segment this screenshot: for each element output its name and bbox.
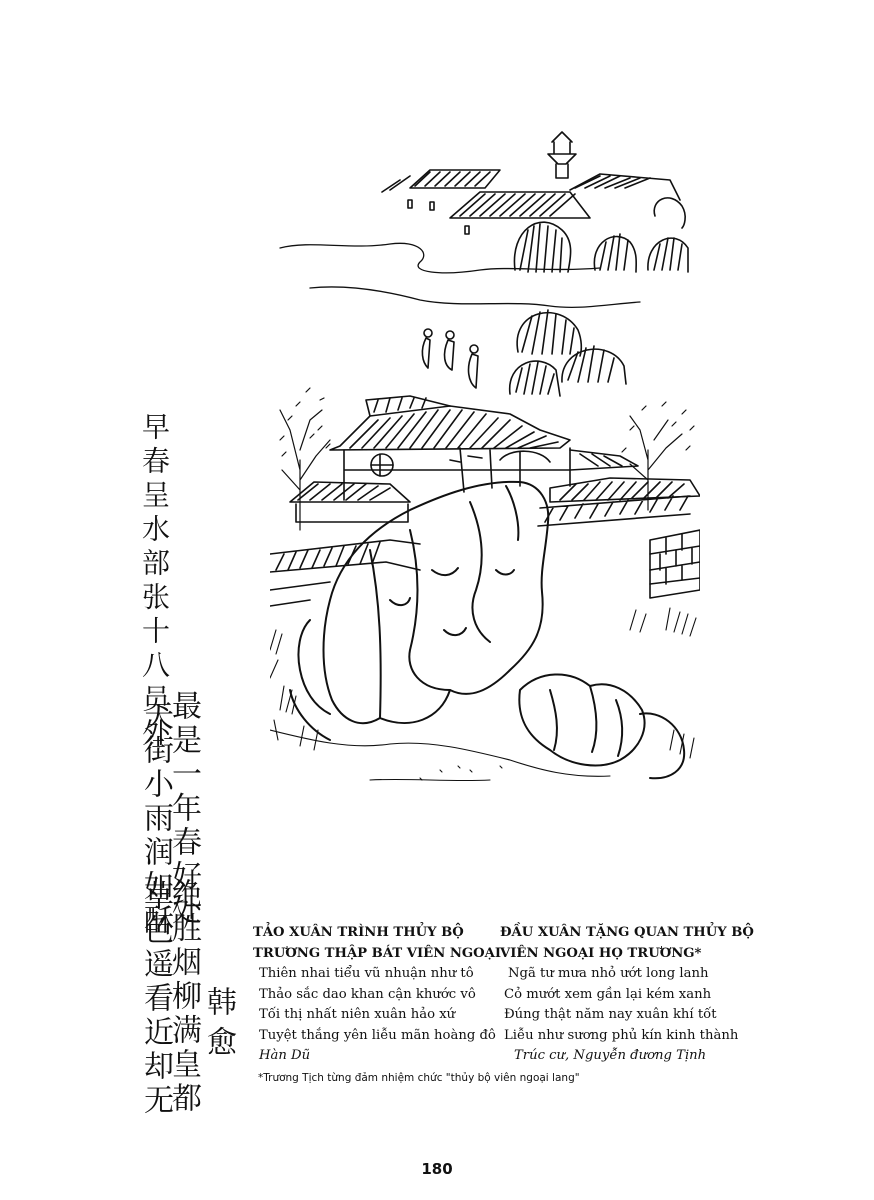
poem-right-line: Cỏ mướt xem gần lại kém xanh (504, 986, 712, 1002)
poem-right-title-line-1: ĐẦU XUÂN TẶNG QUAN THỦY BỘ (500, 925, 754, 940)
chinese-poem-title: 早春呈水部张十八员外 (138, 412, 171, 752)
chinese-poem-line-4: 草色遥看近却无 (138, 880, 173, 1118)
poem-left-title-line-2: TRƯƠNG THẬP BÁT VIÊN NGOẠI (253, 946, 502, 961)
chinese-poem-author: 韩愈 (201, 986, 236, 1066)
poem-transliteration (253, 922, 513, 1066)
poem-left-line: Tối thị nhất niên xuân hảo xứ (259, 1007, 456, 1022)
taihu-rock (290, 482, 684, 778)
page-number: 180 (421, 1160, 453, 1178)
poem-left-title-line-1: TẢO XUÂN TRÌNH THỦY BỘ (253, 925, 464, 940)
ink-landscape-illustration (270, 130, 700, 800)
footnote: *Trương Tịch từng đảm nhiệm chức "thủy bộ viên ngoại lang" (258, 1072, 580, 1084)
poem-right-line: Liễu như sương phủ kín kinh thành (504, 1027, 739, 1043)
poem-right-line: Ngã tư mưa nhỏ ướt long lanh (508, 966, 709, 981)
poem-left-line: Thiên nhai tiểu vũ nhuận như tô (259, 966, 474, 981)
near-willows (510, 310, 626, 396)
chinese-poem-line-1: 最是一年春好处 (166, 690, 201, 928)
courtyard-wall (270, 496, 700, 606)
poem-right-title-line-2: VIÊN NGOẠI HỌ TRƯƠNG* (500, 946, 702, 961)
poem-right-translator: Trúc cư, Nguyễn đương Tịnh (514, 1048, 707, 1063)
distant-village-roofs (382, 132, 680, 234)
poem-translation (500, 922, 780, 1066)
poem-left-line: Thảo sắc dao khan cận khước vô (259, 986, 476, 1002)
chinese-poem-line-3: 绝胜烟柳满皇都 (166, 878, 201, 1116)
distant-willows (514, 198, 688, 272)
poem-left-author: Hàn Dũ (259, 1048, 311, 1063)
poem-left-line: Tuyệt thắng yên liễu mãn hoàng đô (259, 1027, 496, 1043)
poem-right-line: Đúng thật năm nay xuân khí tốt (504, 1007, 717, 1022)
chinese-poem-line-2: 天街小雨润如酥 (138, 700, 173, 938)
walking-figures (422, 329, 478, 388)
river-lines (280, 243, 640, 307)
ground-grass (270, 608, 696, 781)
bare-trees (280, 388, 694, 530)
